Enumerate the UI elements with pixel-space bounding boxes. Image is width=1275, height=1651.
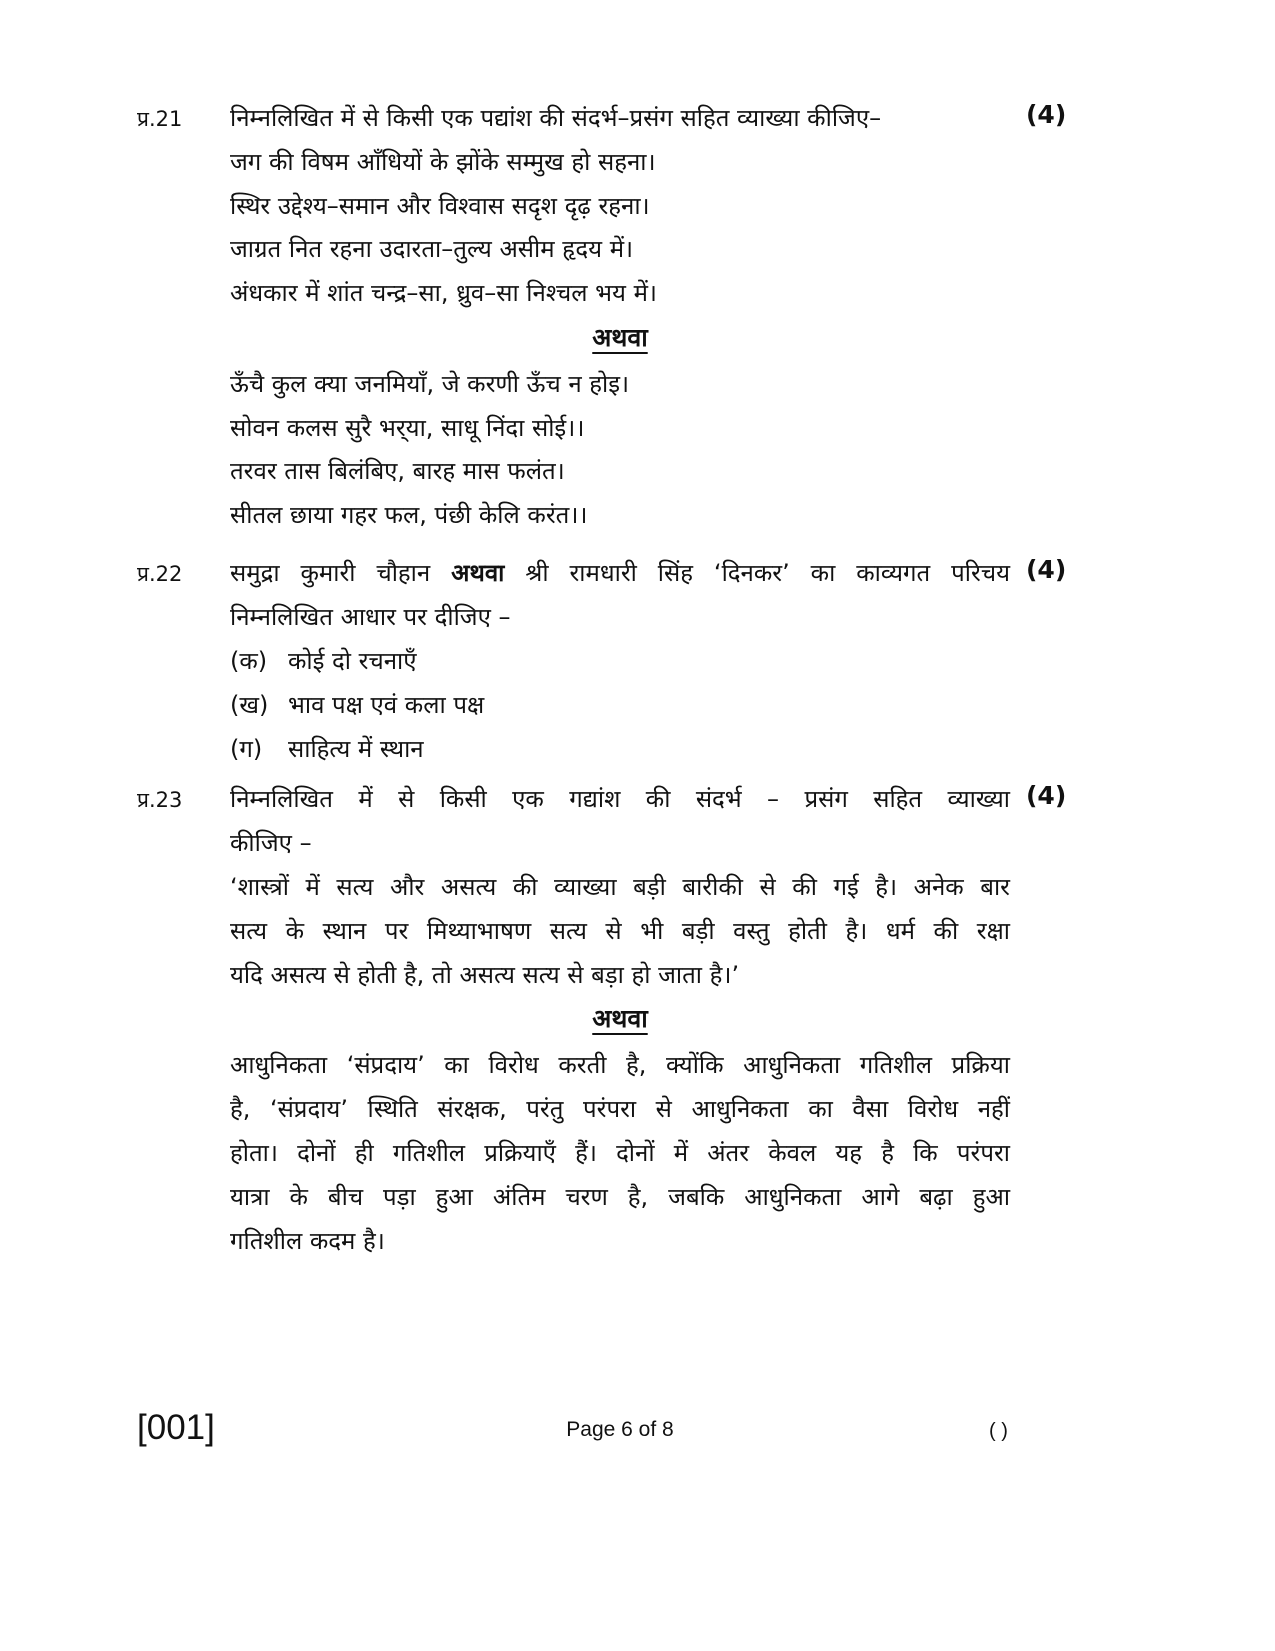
q22-line2: निम्नलिखित आधार पर दीजिए – [230, 603, 511, 631]
q21-poem2-line: तरवर तास बिलंबिए, बारह मास फलंत। [230, 457, 565, 485]
q22-option-label: (क) [230, 647, 268, 675]
q22-option-text: भाव पक्ष एवं कला पक्ष [288, 691, 485, 719]
q21-or-heading [0, 320, 1240, 354]
q23-or-label: अथवा [592, 1004, 648, 1033]
q22-option [230, 732, 424, 765]
q23-passage2-line: गतिशील कदम है। [230, 1227, 385, 1255]
q21-poem1-line: स्थिर उद्देश्य–समान और विश्वास सदृश दृढ़ रहना। [230, 192, 650, 220]
q23-or-heading [0, 1001, 1240, 1035]
q21-poem1-line: जग की विषम आँधियों के झोंके सम्मुख हो सहना। [230, 148, 656, 176]
q21-poem2-line: सोवन कलस सुरै भर्‌या, साधू निंदा सोई।। [230, 414, 585, 442]
q21-poem2-line: ऊँचै कुल क्या जनमियाँ, जे करणी ऊँच न होइ। [230, 370, 630, 398]
q23-instruction-line1: निम्नलिखित में से किसी एक गद्यांश की संदर्भ – प्रसंग सहित व्याख्या [230, 785, 1010, 813]
q23-passage2-line: है, ‘संप्रदाय’ स्थिति संरक्षक, परंतु परंपरा से आधुनिकता का वैसा विरोध नहीं [230, 1095, 1010, 1123]
q21-poem1-line: अंधकार में शांत चन्द्र–सा, ध्रुव–सा निश्चल भय में। [230, 279, 658, 307]
q22-option-text: साहित्य में स्थान [288, 735, 424, 763]
q21-or-label: अथवा [592, 323, 648, 352]
q22-marks: (4) [1026, 555, 1067, 584]
question-number-23: प्र.23 [137, 788, 183, 812]
q22-text-part1: समुद्रा कुमारी चौहान [230, 559, 431, 587]
q23-passage2-line: आधुनिकता ‘संप्रदाय’ का विरोध करती है, क्योंकि आधुनिकता गतिशील प्रक्रिया [230, 1051, 1010, 1079]
q21-marks: (4) [1026, 100, 1067, 129]
q23-passage1-line: सत्य के स्थान पर मिथ्याभाषण सत्य से भी बड़ी वस्तु होती है। धर्म की रक्षा [230, 917, 1010, 945]
paper-code: [001] [137, 1408, 215, 1447]
q22-text-part2: श्री रामधारी सिंह ‘दिनकर’ का काव्यगत परिचय [525, 559, 1010, 587]
q22-option-label: (ग) [230, 735, 263, 763]
page-number: Page 6 of 8 [566, 1418, 674, 1441]
q23-instruction-line2: कीजिए – [230, 829, 312, 857]
q22-line1 [230, 556, 1010, 589]
q23-passage1-line: यदि असत्य से होती है, तो असत्य सत्य से बड़ा हो जाता है।’ [230, 961, 740, 989]
q23-passage2-line: यात्रा के बीच पड़ा हुआ अंतिम चरण है, जबकि आधुनिकता आगे बढ़ा हुआ [230, 1183, 1010, 1211]
footer-parentheses: ( ) [989, 1420, 1008, 1442]
question-number-22: प्र.22 [137, 562, 183, 586]
q22-option [230, 644, 417, 677]
q21-poem2-line: सीतल छाया गहर फल, पंछी केलि करंत।। [230, 501, 588, 529]
q23-passage2-line: होता। दोनों ही गतिशील प्रक्रियाएँ हैं। दोनों में अंतर केवल यह है कि परंपरा [230, 1139, 1010, 1167]
question-number-21: प्र.21 [137, 107, 183, 131]
q22-option [230, 688, 484, 721]
q23-passage1-line: ‘शास्त्रों में सत्य और असत्य की व्याख्या बड़ी बारीकी से की गई है। अनेक बार [230, 873, 1010, 901]
q22-or-inline: अथवा [451, 559, 505, 587]
q21-instruction: निम्नलिखित में से किसी एक पद्यांश की संदर्भ–प्रसंग सहित व्याख्या कीजिए– [230, 104, 882, 132]
q22-option-text: कोई दो रचनाएँ [288, 647, 417, 675]
q23-marks: (4) [1026, 781, 1067, 810]
q21-poem1-line: जाग्रत नित रहना उदारता–तुल्य असीम हृदय में। [230, 235, 634, 263]
q22-option-label: (ख) [230, 691, 269, 719]
